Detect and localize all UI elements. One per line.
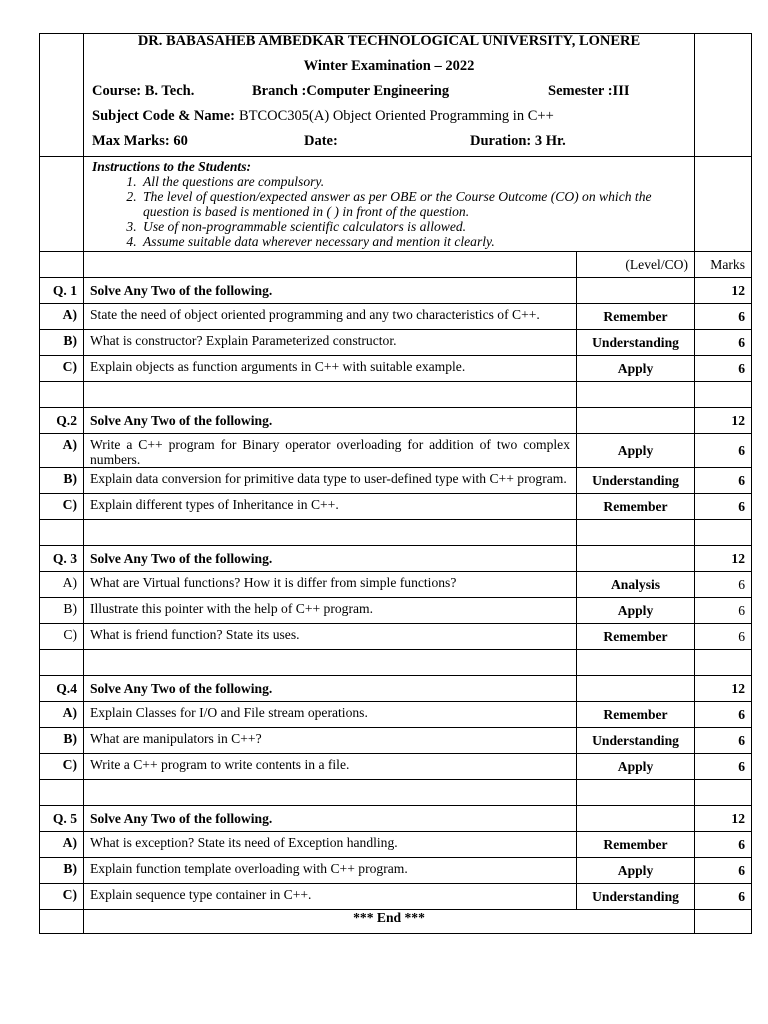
question-marks: 12 <box>695 806 752 832</box>
part-marks: 6 <box>695 356 752 382</box>
question-part-row <box>40 356 752 382</box>
part-text: State the need of object oriented programming and any two characteristics of C++. <box>84 304 577 330</box>
part-marks: 6 <box>695 494 752 520</box>
part-marks: 6 <box>695 858 752 884</box>
part-text: What are Virtual functions? How it is differ from simple functions? <box>84 572 577 598</box>
part-level: Understanding <box>577 728 695 754</box>
part-text: Explain Classes for I/O and File stream operations. <box>84 702 577 728</box>
instructions-row <box>40 157 752 252</box>
part-marks: 6 <box>695 434 752 468</box>
semester: Semester :III <box>548 83 630 99</box>
question-part-row <box>40 624 752 650</box>
question-part-row <box>40 330 752 356</box>
part-text: What are manipulators in C++? <box>84 728 577 754</box>
end-row <box>40 910 752 934</box>
part-marks: 6 <box>695 572 752 598</box>
marks-column-header: Marks <box>695 252 752 278</box>
part-level: Remember <box>577 832 695 858</box>
part-label: B) <box>40 858 84 884</box>
part-text: Write a C++ program to write contents in a file. <box>84 754 577 780</box>
part-label: A) <box>40 572 84 598</box>
marks-line <box>92 129 686 154</box>
part-level: Apply <box>577 754 695 780</box>
question-number: Q. 3 <box>40 546 84 572</box>
part-label: A) <box>40 832 84 858</box>
question-part-row <box>40 572 752 598</box>
part-marks: 6 <box>695 304 752 330</box>
part-label: C) <box>40 494 84 520</box>
part-marks: 6 <box>695 728 752 754</box>
part-label: B) <box>40 468 84 494</box>
part-marks: 6 <box>695 884 752 910</box>
spacer-row <box>40 780 752 806</box>
question-part-row <box>40 598 752 624</box>
question-marks: 12 <box>695 676 752 702</box>
question-number: Q. 5 <box>40 806 84 832</box>
question-part-row <box>40 832 752 858</box>
instructions <box>84 157 695 252</box>
spacer-row <box>40 650 752 676</box>
part-level: Understanding <box>577 468 695 494</box>
branch: Branch :Computer Engineering <box>252 83 450 99</box>
end-marker: *** End *** <box>84 910 695 934</box>
part-label: A) <box>40 702 84 728</box>
part-text: Explain data conversion for primitive data type to user-defined type with C++ program. <box>84 468 577 494</box>
question-title: Solve Any Two of the following. <box>84 546 577 572</box>
exam-title: Winter Examination – 2022 <box>303 58 475 74</box>
part-marks: 6 <box>695 702 752 728</box>
instruction-item: 3. Use of non-programmable scientific calculators is allowed. <box>140 219 686 234</box>
part-text: Illustrate this pointer with the help of C++ program. <box>84 598 577 624</box>
question-part-row <box>40 304 752 330</box>
university-name: DR. BABASAHEB AMBEDKAR TECHNOLOGICAL UNIVERSITY, LONERE <box>137 33 641 49</box>
max-marks: Max Marks: 60 <box>92 133 188 149</box>
question-part-row <box>40 434 752 468</box>
instruction-item: 2. The level of question/expected answer as per OBE or the Course Outcome (CO) on which the question is based is mentioned in ( ) in front of the question. <box>140 189 686 219</box>
header-row <box>40 34 752 157</box>
question-part-row <box>40 702 752 728</box>
question-title-row <box>40 546 752 572</box>
question-title-row <box>40 278 752 304</box>
part-text: Explain different types of Inheritance in C++. <box>84 494 577 520</box>
subject-label: Subject Code & Name: <box>92 108 235 124</box>
question-part-row <box>40 884 752 910</box>
part-text: What is exception? State its need of Exception handling. <box>84 832 577 858</box>
part-label: A) <box>40 304 84 330</box>
part-label: C) <box>40 624 84 650</box>
part-level: Analysis <box>577 572 695 598</box>
level-column-header: (Level/CO) <box>577 252 695 278</box>
part-label: B) <box>40 330 84 356</box>
part-label: C) <box>40 356 84 382</box>
subject-line <box>92 104 686 129</box>
instructions-title: Instructions to the Students: <box>92 159 252 174</box>
part-marks: 6 <box>695 468 752 494</box>
part-level: Understanding <box>577 884 695 910</box>
question-number: Q.2 <box>40 408 84 434</box>
course-line <box>92 79 686 104</box>
part-label: C) <box>40 754 84 780</box>
question-title-row <box>40 806 752 832</box>
question-paper-table <box>39 33 752 934</box>
part-marks: 6 <box>695 598 752 624</box>
part-level: Remember <box>577 304 695 330</box>
part-text: Explain objects as function arguments in C++ with suitable example. <box>84 356 577 382</box>
part-level: Apply <box>577 356 695 382</box>
part-level: Remember <box>577 702 695 728</box>
question-part-row <box>40 754 752 780</box>
part-text: What is constructor? Explain Parameterized constructor. <box>84 330 577 356</box>
instruction-item: 1. All the questions are compulsory. <box>140 174 686 189</box>
part-text: Explain sequence type container in C++. <box>84 884 577 910</box>
subject-value: BTCOC305(A) Object Oriented Programming in C++ <box>238 108 554 124</box>
part-label: B) <box>40 598 84 624</box>
question-part-row <box>40 468 752 494</box>
part-level: Apply <box>577 598 695 624</box>
question-marks: 12 <box>695 408 752 434</box>
part-level: Apply <box>577 858 695 884</box>
part-text: What is friend function? State its uses. <box>84 624 577 650</box>
question-marks: 12 <box>695 278 752 304</box>
date: Date: <box>304 133 338 149</box>
part-marks: 6 <box>695 832 752 858</box>
question-number: Q. 1 <box>40 278 84 304</box>
duration: Duration: 3 Hr. <box>470 133 566 149</box>
question-title-row <box>40 408 752 434</box>
column-header-row <box>40 252 752 278</box>
part-marks: 6 <box>695 624 752 650</box>
question-part-row <box>40 858 752 884</box>
question-title: Solve Any Two of the following. <box>84 676 577 702</box>
instructions-list <box>92 174 686 249</box>
question-title: Solve Any Two of the following. <box>84 806 577 832</box>
question-title-row <box>40 676 752 702</box>
part-marks: 6 <box>695 754 752 780</box>
course: Course: B. Tech. <box>92 83 195 99</box>
spacer-row <box>40 520 752 546</box>
exam-header <box>84 34 695 157</box>
question-title: Solve Any Two of the following. <box>84 408 577 434</box>
question-number: Q.4 <box>40 676 84 702</box>
part-label: C) <box>40 884 84 910</box>
part-text: Explain function template overloading with C++ program. <box>84 858 577 884</box>
question-title: Solve Any Two of the following. <box>84 278 577 304</box>
part-text: Write a C++ program for Binary operator overloading for addition of two complex numbers. <box>84 434 577 468</box>
part-level: Remember <box>577 624 695 650</box>
instruction-item: 4. Assume suitable data wherever necessary and mention it clearly. <box>140 234 686 249</box>
question-marks: 12 <box>695 546 752 572</box>
part-level: Understanding <box>577 330 695 356</box>
part-marks: 6 <box>695 330 752 356</box>
part-label: A) <box>40 434 84 468</box>
part-level: Apply <box>577 434 695 468</box>
question-part-row <box>40 494 752 520</box>
part-level: Remember <box>577 494 695 520</box>
part-label: B) <box>40 728 84 754</box>
question-part-row <box>40 728 752 754</box>
spacer-row <box>40 382 752 408</box>
